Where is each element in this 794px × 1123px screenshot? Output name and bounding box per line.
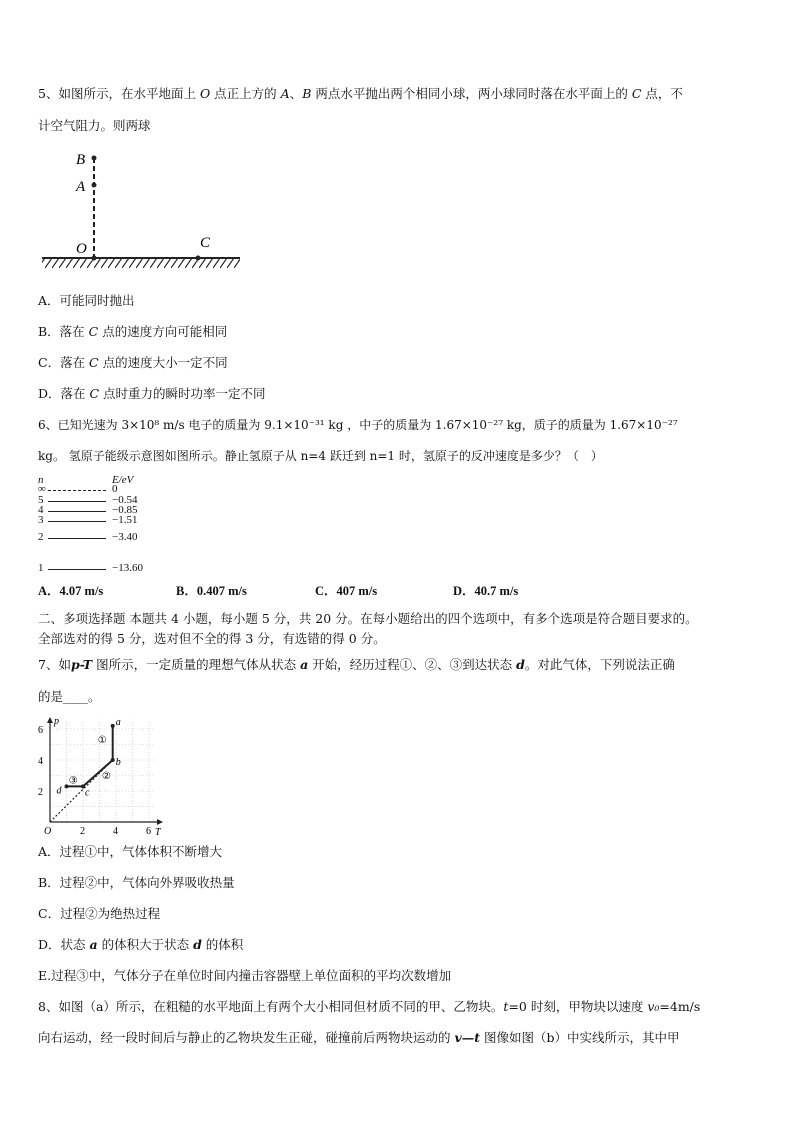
process-3-label: ③ <box>68 775 78 787</box>
q5-stem-line1 <box>38 86 758 101</box>
origin-label: O <box>44 826 52 837</box>
text: =4m/s <box>659 999 701 1014</box>
text: 两点水平抛出两个相同小球，两小球同时落在水平面上的 <box>311 86 632 101</box>
text: 图像如图（b）中实线所示，其中甲 <box>480 1030 680 1045</box>
state-c-label: c <box>85 787 90 799</box>
label-C: C <box>200 235 211 251</box>
state-b-point <box>111 758 115 762</box>
axis-label-p: p <box>54 716 59 727</box>
var-vt: v—t <box>454 1030 481 1045</box>
y-tick-label: 4 <box>38 756 43 767</box>
level-line <box>48 569 106 570</box>
q7-option-e: E.过程③中，气体分子在单位时间内撞击容器壁上单位面积的平均次数增加 <box>38 968 452 983</box>
var-t: t <box>503 999 509 1014</box>
text: 8、如图（a）所示，在粗糙的水平地面上有两个大小相同但材质不同的甲、乙物块。 <box>38 999 504 1014</box>
q5-option-a: A．可能同时抛出 <box>38 293 135 308</box>
label-O: O <box>76 241 87 257</box>
process-1-label: ① <box>97 734 107 746</box>
y-tick-label: 2 <box>38 787 43 798</box>
q6-option-d: D．40.7 m/s <box>453 584 519 598</box>
ground-hatch <box>42 259 240 268</box>
y-axis-arrow <box>47 717 53 723</box>
section2-heading-line1: 二、多项选择题 本题共 4 小题，每小题 5 分，共 20 分。在每小题给出的四个选项中，有多个选项是符合题目要求的。 <box>38 611 698 626</box>
level-e: −0.85 <box>112 504 138 516</box>
q6-option-a: A．4.07 m/s <box>38 584 104 598</box>
level-n: 5 <box>38 494 44 506</box>
text: 7、如 <box>38 657 71 672</box>
var-a: a <box>89 937 98 952</box>
process-2-label: ② <box>101 771 111 783</box>
level-line <box>48 511 106 512</box>
var-A: A <box>280 86 290 101</box>
text: C．落在 <box>38 355 90 370</box>
pt-graph <box>34 714 170 840</box>
level-n: 1 <box>38 562 44 574</box>
text: 点的速度方向可能相同 <box>98 324 228 339</box>
level-line-dashed <box>48 490 106 491</box>
text: 向右运动，经一段时间后与静止的乙物块发生正碰，碰撞前后两物块运动的 <box>38 1030 455 1045</box>
level-e: −1.51 <box>112 514 138 526</box>
q7-option-c: C．过程②为绝热过程 <box>38 906 161 921</box>
q6-option-b: B．0.407 m/s <box>176 584 247 598</box>
var-O: O <box>199 86 211 101</box>
var-B: B <box>302 86 312 101</box>
x-tick-label: 2 <box>80 826 85 837</box>
text: 的体积大于状态 <box>97 937 194 952</box>
var-d: d <box>516 657 525 672</box>
section2-heading-line2: 全部选对的得 5 分，选对但不全的得 3 分，有选错的得 0 分。 <box>38 631 386 646</box>
axis-label-T: T <box>155 827 161 838</box>
text: 的体积 <box>201 937 244 952</box>
level-n: ∞ <box>38 483 46 495</box>
level-e: −13.60 <box>112 562 143 574</box>
q5-stem-line2: 计空气阻力。则两球 <box>38 118 151 133</box>
q5-figure <box>38 148 248 270</box>
text: B．落在 <box>38 324 89 339</box>
q8-stem-line2 <box>38 1030 758 1045</box>
level-n: 3 <box>38 514 44 526</box>
level-e: −0.54 <box>112 494 138 506</box>
q5-option-d <box>38 386 758 401</box>
q6-stem-line1: 6、已知光速为 3×10⁸ m/s 电子的质量为 9.1×10⁻³¹ kg ，中子的质量为 1.67×10⁻²⁷ kg，质子的质量为 1.67×10⁻²⁷ <box>38 418 678 432</box>
x-axis-arrow <box>157 819 163 825</box>
text: 点，不 <box>641 86 683 101</box>
level-line <box>48 538 106 539</box>
q8-stem-line1 <box>38 999 758 1014</box>
point-A <box>92 183 97 188</box>
var-C: C <box>89 355 99 370</box>
var-a: a <box>300 657 309 672</box>
text: D．状态 <box>38 937 90 952</box>
q7-option-b: B．过程②中，气体向外界吸收热量 <box>38 875 235 890</box>
level-line <box>48 501 106 502</box>
label-A: A <box>76 179 86 195</box>
state-a-label: a <box>115 716 121 728</box>
q7-stem-line1 <box>38 657 758 672</box>
level-e: 0 <box>112 483 118 495</box>
q7-option-d <box>38 937 758 952</box>
text: 点正上方的 <box>210 86 281 101</box>
state-a-point <box>111 724 115 728</box>
point-B <box>92 156 97 161</box>
level-n: 4 <box>38 504 44 516</box>
text: 开始，经历过程①、②、③到达状态 <box>308 657 517 672</box>
q5-option-c <box>38 355 758 370</box>
x-tick-label: 6 <box>146 826 151 837</box>
text: 点时重力的瞬时功率一定不同 <box>99 386 266 401</box>
var-v0: v₀ <box>647 999 660 1014</box>
state-b-label: b <box>115 757 121 768</box>
var-d: d <box>193 937 202 952</box>
text: =0 时刻，甲物块以速度 <box>508 999 648 1014</box>
q6-stem-line2: kg。 氢原子能级示意图如图所示。静止氢原子从 n=4 跃迁到 n=1 时，氢原子的反冲速度是多少？（ ） <box>38 449 603 463</box>
q5-option-b <box>38 324 758 339</box>
text: D．落在 <box>38 386 90 401</box>
text: 。对此气体，下列说法正确 <box>524 657 675 672</box>
energy-level-diagram <box>38 474 158 578</box>
q6-option-c: C．407 m/s <box>315 584 378 598</box>
var-pT: p-T <box>70 657 93 672</box>
n-header: n <box>38 474 44 486</box>
level-e: −3.40 <box>112 531 138 543</box>
text: 图所示，一定质量的理想气体从状态 <box>92 657 301 672</box>
text: 点的速度大小一定不同 <box>98 355 228 370</box>
q7-stem-line2: 的是____。 <box>38 689 101 704</box>
level-n: 2 <box>38 531 44 543</box>
state-d-label: d <box>56 785 62 797</box>
e-header: E/eV <box>112 474 134 486</box>
var-C: C <box>88 324 99 339</box>
text: 、 <box>289 86 303 101</box>
q7-option-a: A．过程①中，气体体积不断增大 <box>38 844 223 859</box>
x-tick-label: 4 <box>113 826 118 837</box>
y-tick-label: 6 <box>38 725 43 736</box>
level-line <box>48 521 106 522</box>
var-C: C <box>89 386 100 401</box>
label-B: B <box>76 152 86 168</box>
text: 5、如图所示，在水平地面上 <box>38 86 200 101</box>
var-C: C <box>631 86 642 101</box>
